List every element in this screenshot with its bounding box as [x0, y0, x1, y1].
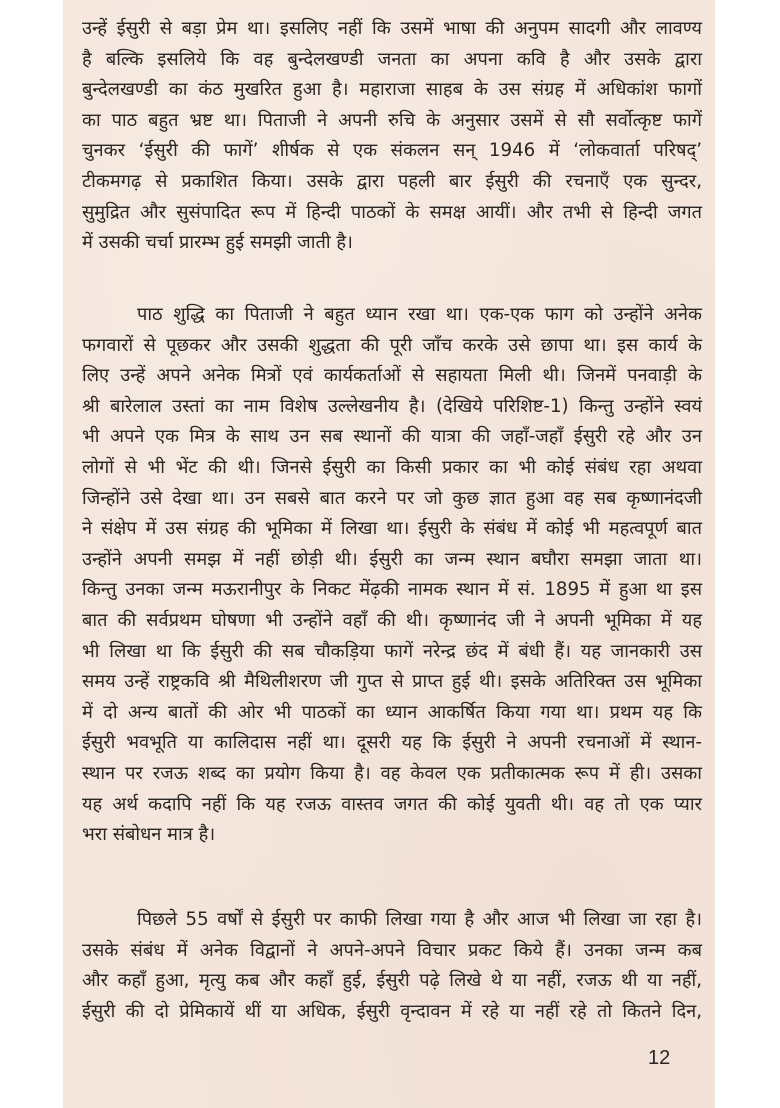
text-line: पाठ शुद्धि का पिताजी ने बहुत ध्यान रखा था। एक-एक फाग को उन्होंने अनेक: [137, 304, 702, 325]
paragraph-1: [82, 14, 702, 259]
text-line: सुमुद्रित और सुसंपादित रूप में हिन्दी पाठकों के समक्ष आयीं। और तभी से हिन्दी जगत: [82, 201, 702, 223]
text-line: टीकमगढ़ से प्रकाशित किया। उसके द्वारा पहली बार ईसुरी की रचनाएँ एक सुन्दर,: [82, 170, 702, 192]
text-line: किन्तु उनका जन्म मऊरानीपुर के निकट मेंढ़की नामक स्थान में सं. 1895 में हुआ था इस: [82, 579, 702, 601]
text-line: ईसुरी भवभूति या कालिदास नहीं था। दूसरी यह कि ईसुरी ने अपनी रचनाओं में स्थान-: [82, 732, 702, 754]
text-line: उसके संबंध में अनेक विद्वानों ने अपने-अपने विचार प्रकट किये हैं। उनका जन्म कब: [82, 939, 702, 961]
text-line: का पाठ बहुत भ्रष्ट था। पिताजी ने अपनी रुचि के अनुसार उसमें से सौ सर्वोत्कृष्ट फागें: [82, 109, 702, 131]
text-line: फगवारों से पूछकर और उसकी शुद्धता की पूरी जाँच करके उसे छापा था। इस कार्य के: [82, 334, 702, 356]
text-line: बात की सर्वप्रथम घोषणा भी उन्होंने वहाँ की थी। कृष्णानंद जी ने अपनी भूमिका में यह: [82, 609, 702, 631]
page-number: 12: [648, 1047, 671, 1069]
text-line: ईसुरी की दो प्रेमिकायें थीं या अधिक, ईसुरी वृन्दावन में रहे या नहीं रहे तो कितने दिन,: [82, 1000, 702, 1022]
text-line: स्थान पर रजऊ शब्द का प्रयोग किया है। वह केवल एक प्रतीकात्मक रूप में ही। उसका: [82, 762, 702, 784]
paragraph-3: [82, 905, 702, 1027]
text-line: लोगों से भी भेंट की थी। जिनसे ईसुरी का किसी प्रकार का भी कोई संबंध रहा अथवा: [82, 456, 702, 478]
text-line: भी अपने एक मित्र के साथ उन सब स्थानों की यात्रा की जहाँ-जहाँ ईसुरी रहे और उन: [82, 426, 702, 448]
text-line: भरा संबोधन मात्र है।: [82, 824, 216, 846]
text-line: बुन्देलखण्डी का कंठ मुखरित हुआ है। महाराजा साहब के उस संग्रह में अधिकांश फागों: [82, 79, 702, 101]
text-line: में उसकी चर्चा प्रारम्भ हुई समझी जाती है।: [82, 232, 353, 254]
text-line: उन्हें ईसुरी से बड़ा प्रेम था। इसलिए नहीं कि उसमें भाषा की अनुपम सादगी और लावण्य: [82, 18, 702, 39]
text-line: चुनकर ‘ईसुरी की फागें’ शीर्षक से एक संकलन सन् 1946 में ‘लोकवार्ता परिषद्’: [82, 140, 702, 162]
text-line: उन्होंने अपनी समझ में नहीं छोड़ी थी। ईसुरी का जन्म स्थान बघौरा समझा जाता था।: [82, 548, 702, 570]
text-line: लिए उन्हें अपने अनेक मित्रों एवं कार्यकर्ताओं से सहायता मिली थी। जिनमें पनवाड़ी के: [82, 365, 702, 387]
text-line: श्री बारेलाल उस्तां का नाम विशेष उल्लेखनीय है। (देखिये परिशिष्ट-1) किन्तु उन्होंने स्वयं: [82, 395, 702, 417]
text-line: ने संक्षेप में उस संग्रह की भूमिका में लिखा था। ईसुरी के संबंध में कोई भी महत्वपूर्ण बात: [82, 518, 702, 540]
text-line: भी लिखा था कि ईसुरी की सब चौकड़िया फागें नरेन्द्र छंद में बंधी हैं। यह जानकारी उस: [82, 640, 702, 662]
book-page: [63, 0, 715, 1108]
text-line: यह अर्थ कदापि नहीं कि यह रजऊ वास्तव जगत की कोई युवती थी। वह तो एक प्यार: [82, 793, 702, 815]
paragraph-2: [82, 300, 702, 851]
text-line: जिन्होंने उसे देखा था। उन सबसे बात करने पर जो कुछ ज्ञात हुआ वह सब कृष्णानंदजी: [82, 487, 702, 509]
text-line: समय उन्हें राष्ट्रकवि श्री मैथिलीशरण जी गुप्त से प्राप्त हुई थी। इसके अतिरिक्त उस भूमिका: [82, 671, 702, 693]
text-line: और कहाँ हुआ, मृत्यु कब और कहाँ हुई, ईसुरी पढ़े लिखे थे या नहीं, रजऊ थी या नहीं,: [82, 970, 702, 992]
text-line: पिछले 55 वर्षों से ईसुरी पर काफी लिखा गया है और आज भी लिखा जा रहा है।: [137, 909, 702, 930]
text-line: है बल्कि इसलिये कि वह बुन्देलखण्डी जनता का अपना कवि है और उसके द्वारा: [82, 48, 702, 70]
text-line: में दो अन्य बातों की ओर भी पाठकों का ध्यान आकर्षित किया गया था। प्रथम यह कि: [82, 701, 702, 723]
